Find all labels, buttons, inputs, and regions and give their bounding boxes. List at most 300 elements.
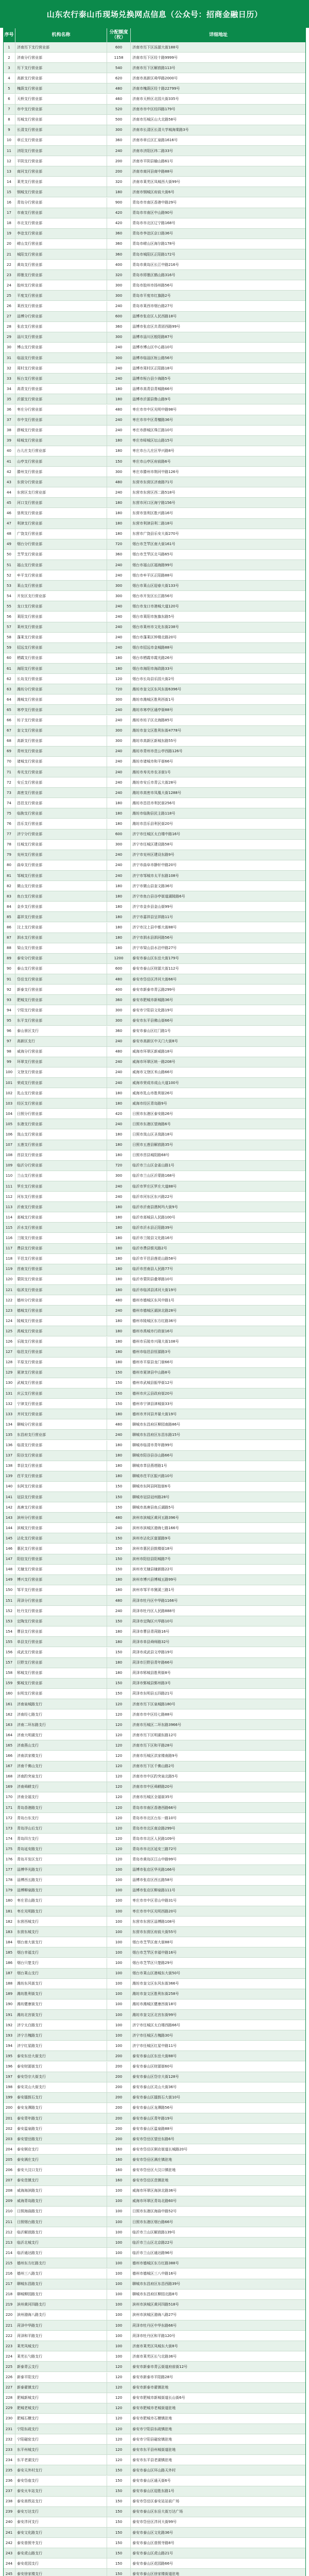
row-number: 86 <box>3 923 15 933</box>
branch-name: 河东支行营业部 <box>15 1192 107 1201</box>
row-number: 199 <box>3 2093 15 2103</box>
row-number: 193 <box>3 2030 15 2040</box>
table-row <box>3 767 306 777</box>
table-row <box>3 643 306 653</box>
branch-address: 临沂市费县银光路2号 <box>132 1246 167 1251</box>
branch-address: 东营市东营区淄博路108号 <box>132 1919 176 1924</box>
row-number: 7 <box>3 105 15 114</box>
allocation-amount: 150 <box>107 1502 131 1512</box>
table-row <box>3 1057 306 1067</box>
row-number: 168 <box>3 1772 15 1782</box>
branch-address: 聊城市莘县燕塔路1号 <box>132 1464 167 1468</box>
branch-name: 罗庄支行营业部 <box>15 1181 107 1191</box>
branch-address: 烟台市招远市金城路88号 <box>132 646 173 650</box>
branch-name: 威海青岛路支行 <box>15 2196 107 2206</box>
row-number: 1 <box>3 42 15 52</box>
allocation-amount: 180 <box>107 1140 131 1150</box>
branch-name: 青州支行营业部 <box>15 747 107 756</box>
branch-name: 莱山支行营业部 <box>15 581 107 590</box>
allocation-amount: 100 <box>107 2279 131 2289</box>
allocation-amount: 180 <box>107 436 131 446</box>
row-number: 8 <box>3 115 15 125</box>
row-number: 110 <box>3 1171 15 1181</box>
branch-address: 烟台市长岛县乐园大街2号 <box>132 676 175 681</box>
table-row <box>3 519 306 529</box>
branch-name: 青岛开发区支行 <box>15 1855 107 1865</box>
row-number: 243 <box>3 2548 15 2558</box>
branch-name: 泗水支行营业部 <box>15 933 107 943</box>
branch-address: 滨州市滨城区黄河五路396号 <box>132 1515 179 1520</box>
row-number: 90 <box>3 964 15 974</box>
row-number: 66 <box>3 716 15 725</box>
branch-address: 枣庄市滕州市荆河中路126号 <box>132 469 179 474</box>
allocation-amount: 180 <box>107 1088 131 1098</box>
allocation-amount: 600 <box>107 312 131 321</box>
row-number: 196 <box>3 2062 15 2072</box>
branch-address: 济宁市任城区建设路58号 <box>132 842 173 847</box>
table-row <box>3 2320 306 2331</box>
branch-name: 泰安龙潭路支行 <box>15 2103 107 2113</box>
branch-address: 临沂市兰山区通达路96号 <box>132 2250 173 2255</box>
branch-name: 菏泽和平路支行 <box>15 2331 107 2341</box>
branch-name: 岱岳支行营业部 <box>15 974 107 984</box>
branch-address: 烟台市莱阳市旌旗东路5号 <box>132 615 175 619</box>
row-number: 29 <box>3 332 15 342</box>
branch-name: 泰安财源街支行 <box>15 2062 107 2072</box>
branch-name: 德城支行营业部 <box>15 1306 107 1315</box>
row-number: 133 <box>3 1409 15 1419</box>
allocation-amount: 300 <box>107 591 131 601</box>
table-row <box>3 332 306 343</box>
table-row <box>3 280 306 291</box>
allocation-amount: 160 <box>107 2165 131 2175</box>
branch-address: 日照市东港区烟台路66号 <box>132 2219 173 2224</box>
table-row <box>3 881 306 891</box>
allocation-amount: 240 <box>107 788 131 798</box>
table-row <box>3 394 306 404</box>
allocation-amount: 240 <box>107 747 131 756</box>
row-number: 218 <box>3 2290 15 2299</box>
row-number: 14 <box>3 177 15 187</box>
table-row <box>3 1689 306 1699</box>
branch-address: 临沂市莒南县人民路77号 <box>132 1267 173 1272</box>
branch-name: 博兴支行营业部 <box>15 1575 107 1585</box>
branch-name: 莱州支行营业部 <box>15 622 107 632</box>
table-row <box>3 974 306 985</box>
allocation-amount: 120 <box>107 2434 131 2444</box>
branch-name: 商河支行营业部 <box>15 166 107 176</box>
branch-name: 东昌府支行营业部 <box>15 1430 107 1439</box>
allocation-amount: 180 <box>107 798 131 808</box>
allocation-amount: 180 <box>107 1585 131 1595</box>
allocation-amount: 180 <box>107 1461 131 1471</box>
branch-name: 曲阜支行营业部 <box>15 860 107 870</box>
branch-address: 济南市莱芜区凤城东大街8号 <box>132 2344 178 2348</box>
table-row <box>3 363 306 374</box>
branch-address: 威海市经区青岛路9号 <box>132 1101 167 1106</box>
allocation-amount: 480 <box>107 405 131 415</box>
allocation-amount: 360 <box>107 1026 131 1036</box>
table-row <box>3 498 306 508</box>
allocation-amount: 150 <box>107 1378 131 1388</box>
branch-name: 莱芜凤城支行 <box>15 2341 107 2351</box>
branch-address: 枣庄市市中区光明西路20号 <box>132 1909 177 1913</box>
branch-address: 烟台市蓬莱区钟楼北路20号 <box>132 635 177 640</box>
allocation-amount: 240 <box>107 343 131 352</box>
table-row <box>3 757 306 767</box>
allocation-amount: 100 <box>107 1927 131 1937</box>
branch-name: 峄城支行营业部 <box>15 436 107 446</box>
allocation-amount: 100 <box>107 2341 131 2351</box>
allocation-amount: 180 <box>107 1285 131 1295</box>
allocation-amount: 300 <box>107 736 131 746</box>
allocation-amount: 150 <box>107 456 131 466</box>
row-number: 119 <box>3 1264 15 1274</box>
row-number: 46 <box>3 509 15 518</box>
table-row <box>3 1306 306 1316</box>
branch-address: 临沂市平邑县莲花山路58号 <box>132 1257 177 1261</box>
row-number: 206 <box>3 2165 15 2175</box>
table-row <box>3 601 306 612</box>
table-row <box>3 2155 306 2165</box>
table-row <box>3 2010 306 2020</box>
branch-address: 泰安市高新区中天门大街8号 <box>132 1039 178 1044</box>
row-number: 163 <box>3 1720 15 1730</box>
branch-address: 潍坊市高新区新城东路55号 <box>132 739 177 743</box>
table-row <box>3 933 306 943</box>
table-row <box>3 1596 306 1606</box>
table-row <box>3 1192 306 1202</box>
branch-name: 牡丹支行营业部 <box>15 1606 107 1616</box>
table-row <box>3 384 306 394</box>
row-number: 67 <box>3 726 15 736</box>
branch-address: 济南市历下区解放路113号 <box>132 65 176 70</box>
branch-address: 济宁市梁山县水泊中路27号 <box>132 946 177 951</box>
branch-name: 李沧支行营业部 <box>15 229 107 239</box>
branch-address: 济南市市中区经七路88号 <box>132 1712 173 1717</box>
allocation-amount: 100 <box>107 2207 131 2216</box>
branch-name: 沂源支行营业部 <box>15 394 107 404</box>
table-row <box>3 581 306 591</box>
branch-name: 烟台南大街支行 <box>15 1937 107 1947</box>
branch-name: 枣庄光明路支行 <box>15 1906 107 1916</box>
row-number: 59 <box>3 643 15 653</box>
row-number: 173 <box>3 1823 15 1833</box>
branch-address: 烟台市开发区长江路56号 <box>132 594 173 598</box>
row-number: 69 <box>3 747 15 756</box>
branch-address: 潍坊市临朐县民主路118号 <box>132 811 176 816</box>
table-row <box>3 840 306 850</box>
row-number: 185 <box>3 1947 15 1957</box>
row-number: 20 <box>3 239 15 249</box>
allocation-amount: 180 <box>107 653 131 663</box>
row-number: 31 <box>3 353 15 363</box>
allocation-amount: 240 <box>107 570 131 580</box>
allocation-amount: 120 <box>107 1751 131 1761</box>
table-row <box>3 871 306 881</box>
table-row <box>3 1264 306 1275</box>
allocation-amount: 300 <box>107 125 131 135</box>
branch-address: 济南市历城区山大北路58号 <box>132 117 177 122</box>
allocation-amount: 480 <box>107 1596 131 1605</box>
table-row <box>3 1067 306 1078</box>
branch-address: 威海市环翠区青岛北路60号 <box>132 2199 177 2204</box>
table-row <box>3 1606 306 1616</box>
row-number: 245 <box>3 2569 15 2576</box>
row-number: 3 <box>3 63 15 73</box>
branch-name: 经区支行营业部 <box>15 1098 107 1108</box>
branch-name: 日照烟台路支行 <box>15 2217 107 2227</box>
branch-address: 泰安市宁阳县东疏镇驻地 <box>132 2427 172 2431</box>
table-row <box>3 1109 306 1119</box>
allocation-amount: 180 <box>107 509 131 518</box>
branch-name: 历城支行营业部 <box>15 115 107 125</box>
allocation-amount: 300 <box>107 694 131 704</box>
branch-address: 临沂市临沭县沭河大街19号 <box>132 1287 177 1292</box>
branch-address: 潍坊市坊子区北海路85号 <box>132 718 173 722</box>
row-number: 100 <box>3 1067 15 1077</box>
branch-name: 淄川支行营业部 <box>15 332 107 342</box>
allocation-amount: 180 <box>107 1440 131 1450</box>
allocation-amount: 620 <box>107 73 131 83</box>
table-row <box>3 964 306 974</box>
branch-address: 东营市东营区济南路71号 <box>132 480 173 484</box>
branch-address: 德州市德城区湖滨北路28号 <box>132 1308 177 1313</box>
row-number: 132 <box>3 1399 15 1409</box>
branch-address: 淄博市张店区柳泉路111号 <box>132 1888 176 1893</box>
row-number: 151 <box>3 1596 15 1605</box>
branch-name: 临清支行营业部 <box>15 1440 107 1450</box>
allocation-amount: 120 <box>107 674 131 684</box>
table-row <box>3 1378 306 1388</box>
branch-name: 临沭支行营业部 <box>15 1285 107 1295</box>
table-row <box>3 53 306 63</box>
branch-name: 莒县支行营业部 <box>15 1150 107 1160</box>
allocation-amount: 100 <box>107 2196 131 2206</box>
table-row <box>3 1316 306 1326</box>
table-row <box>3 218 306 229</box>
row-number: 158 <box>3 1668 15 1678</box>
row-number: 135 <box>3 1430 15 1439</box>
row-number: 210 <box>3 2207 15 2216</box>
branch-address: 青岛市市北区南京路299号 <box>132 1826 176 1831</box>
row-number: 55 <box>3 601 15 611</box>
row-number: 204 <box>3 2144 15 2154</box>
table-row <box>3 1999 306 2010</box>
branch-address: 淄博市临淄区桓公路56号 <box>132 355 173 360</box>
allocation-amount: 180 <box>107 1626 131 1636</box>
branch-name: 聊城柳园路支行 <box>15 2290 107 2299</box>
table-row <box>3 612 306 622</box>
row-number: 166 <box>3 1751 15 1761</box>
branch-name: 莱阳支行营业部 <box>15 612 107 622</box>
row-number: 157 <box>3 1658 15 1668</box>
table-row <box>3 1326 306 1336</box>
row-number: 155 <box>3 1637 15 1647</box>
table-row <box>3 2476 306 2486</box>
branch-name: 聊城分行营业部 <box>15 1419 107 1429</box>
branch-address: 济南市市中区舜耕路20号 <box>132 1785 173 1789</box>
table-row <box>3 63 306 73</box>
row-number: 148 <box>3 1565 15 1574</box>
branch-name: 济南二环东路支行 <box>15 1720 107 1730</box>
branch-address: 淄博市高青县青城路66号 <box>132 386 173 391</box>
row-number: 233 <box>3 2445 15 2454</box>
allocation-amount: 240 <box>107 560 131 570</box>
branch-address: 济宁市邹城市太平东路108号 <box>132 873 179 878</box>
branch-address: 菏泽市单县舜师路32号 <box>132 1639 169 1644</box>
allocation-amount: 180 <box>107 1254 131 1264</box>
allocation-amount: 180 <box>107 1326 131 1336</box>
row-number: 99 <box>3 1057 15 1067</box>
row-number: 240 <box>3 2517 15 2527</box>
allocation-amount: 150 <box>107 1482 131 1492</box>
branch-name: 张店支行营业部 <box>15 322 107 332</box>
table-row <box>3 2517 306 2528</box>
allocation-amount: 100 <box>107 1875 131 1885</box>
table-row <box>3 1233 306 1244</box>
row-number: 138 <box>3 1461 15 1471</box>
allocation-amount: 120 <box>107 1730 131 1740</box>
row-number: 142 <box>3 1502 15 1512</box>
table-row <box>3 2372 306 2383</box>
table-row <box>3 2424 306 2434</box>
branch-name: 平原支行营业部 <box>15 1358 107 1367</box>
branch-address: 滨州市滨城区黄河四路518号 <box>132 2302 179 2307</box>
row-number: 77 <box>3 829 15 839</box>
allocation-amount: 300 <box>107 1015 131 1025</box>
branch-name: 兖州支行营业部 <box>15 850 107 860</box>
branch-name: 福山支行营业部 <box>15 560 107 570</box>
row-number: 50 <box>3 550 15 560</box>
branch-address: 泰安市肥城市新城街道长山街6号 <box>132 2396 185 2400</box>
row-number: 54 <box>3 591 15 601</box>
branch-address: 潍坊市诸城市和平街66号 <box>132 759 173 764</box>
allocation-amount: 180 <box>107 891 131 901</box>
branch-address: 德州市德城区东方红路388号 <box>132 2261 179 2265</box>
branch-name: 历下支行营业部 <box>15 63 107 73</box>
branch-name: 寿光支行营业部 <box>15 767 107 777</box>
table-row <box>3 1886 306 1896</box>
branch-address: 烟台市芝罘区北马路65号 <box>132 552 173 557</box>
table-row <box>3 550 306 560</box>
allocation-amount: 500 <box>107 115 131 125</box>
table-row <box>3 487 306 498</box>
branch-name: 肥城支行营业部 <box>15 995 107 1005</box>
row-number: 176 <box>3 1855 15 1865</box>
allocation-amount: 480 <box>107 477 131 487</box>
branch-address: 济南市槐荫区经十路22799号 <box>132 86 180 91</box>
branch-name: 博山支行营业部 <box>15 343 107 352</box>
branch-address: 临沂市兰山区金雀山路1号 <box>132 1163 175 1168</box>
branch-name: 威海分行营业部 <box>15 1047 107 1057</box>
branch-name: 沾化支行营业部 <box>15 1533 107 1543</box>
row-number: 111 <box>3 1181 15 1191</box>
row-number: 101 <box>3 1078 15 1088</box>
row-number: 237 <box>3 2486 15 2496</box>
table-row <box>3 1740 306 1751</box>
branch-name: 市中支行营业部 <box>15 105 107 114</box>
table-row <box>3 912 306 922</box>
branch-name: 微山支行营业部 <box>15 881 107 891</box>
branch-name: 东明支行营业部 <box>15 1689 107 1699</box>
table-row <box>3 1492 306 1502</box>
allocation-amount: 100 <box>107 2310 131 2320</box>
row-number: 174 <box>3 1834 15 1843</box>
row-number: 130 <box>3 1378 15 1388</box>
table-row <box>3 1720 306 1730</box>
allocation-amount: 240 <box>107 601 131 611</box>
branch-name: 济南千佛山支行 <box>15 1761 107 1771</box>
allocation-amount: 100 <box>107 1979 131 1989</box>
branch-name: 费县支行营业部 <box>15 1244 107 1253</box>
allocation-amount: 240 <box>107 757 131 767</box>
table-row <box>3 1140 306 1150</box>
table-row <box>3 1979 306 1989</box>
branch-name: 夏津支行营业部 <box>15 1368 107 1378</box>
table-row <box>3 343 306 353</box>
branch-address: 泰安市泰山区普照寺路8号 <box>132 2540 175 2545</box>
row-number: 211 <box>3 2217 15 2227</box>
branch-name: 滕州支行营业部 <box>15 467 107 477</box>
branch-address: 淄博市沂源县鲁山路9号 <box>132 397 171 401</box>
branch-address: 泰安市泰山区通天街6号 <box>132 2479 171 2483</box>
branch-address: 青岛市即墨区鹤山路316号 <box>132 273 176 277</box>
table-row <box>3 2051 306 2061</box>
table-row <box>3 1658 306 1668</box>
row-number: 95 <box>3 1015 15 1025</box>
branch-address: 威海市环翠区海滨北路36号 <box>132 2189 177 2193</box>
header-no: 序号 <box>3 28 15 42</box>
branch-name: 定陶支行营业部 <box>15 1616 107 1626</box>
table-row <box>3 1616 306 1626</box>
row-number: 40 <box>3 446 15 456</box>
table-row <box>3 1554 306 1565</box>
allocation-amount: 150 <box>107 2538 131 2548</box>
row-number: 125 <box>3 1326 15 1336</box>
table-row <box>3 1399 306 1409</box>
branch-name: 利津支行营业部 <box>15 519 107 529</box>
page-title: 山东农行泰山币现场兑换网点信息（公众号：招商金融日历） <box>46 9 263 19</box>
branch-name: 东港支行营业部 <box>15 1119 107 1129</box>
row-number: 39 <box>3 436 15 446</box>
row-number: 35 <box>3 394 15 404</box>
branch-name: 庆云支行营业部 <box>15 1388 107 1398</box>
table-row <box>3 135 306 146</box>
branch-address: 济南市平阴县榆山路61号 <box>132 159 173 163</box>
branch-address: 威海市环翠区新威路18号 <box>132 1049 173 1054</box>
allocation-amount: 180 <box>107 1316 131 1326</box>
row-number: 187 <box>3 1969 15 1978</box>
branch-name: 泰安万达支行 <box>15 2507 107 2517</box>
branch-address: 泰安市泰山区东岳大街万达广场 <box>132 2510 183 2514</box>
table-row <box>3 2217 306 2227</box>
table-row <box>3 1150 306 1161</box>
row-number: 80 <box>3 860 15 870</box>
table-row <box>3 1502 306 1513</box>
branch-name: 诸城支行营业部 <box>15 757 107 767</box>
allocation-amount: 240 <box>107 301 131 311</box>
table-row <box>3 2269 306 2279</box>
branch-name: 泰安粥店支行 <box>15 2144 107 2154</box>
branch-name: 鄄城支行营业部 <box>15 1679 107 1688</box>
branch-address: 枣庄市台儿庄区华兴路8号 <box>132 449 175 453</box>
branch-address: 日照市莒县城阳路68号 <box>132 1153 169 1158</box>
row-number: 200 <box>3 2103 15 2113</box>
branch-address: 菏泽市成武县文亭路19号 <box>132 1650 173 1654</box>
branch-name: 济南分行营业部 <box>15 53 107 62</box>
table-row <box>3 436 306 446</box>
